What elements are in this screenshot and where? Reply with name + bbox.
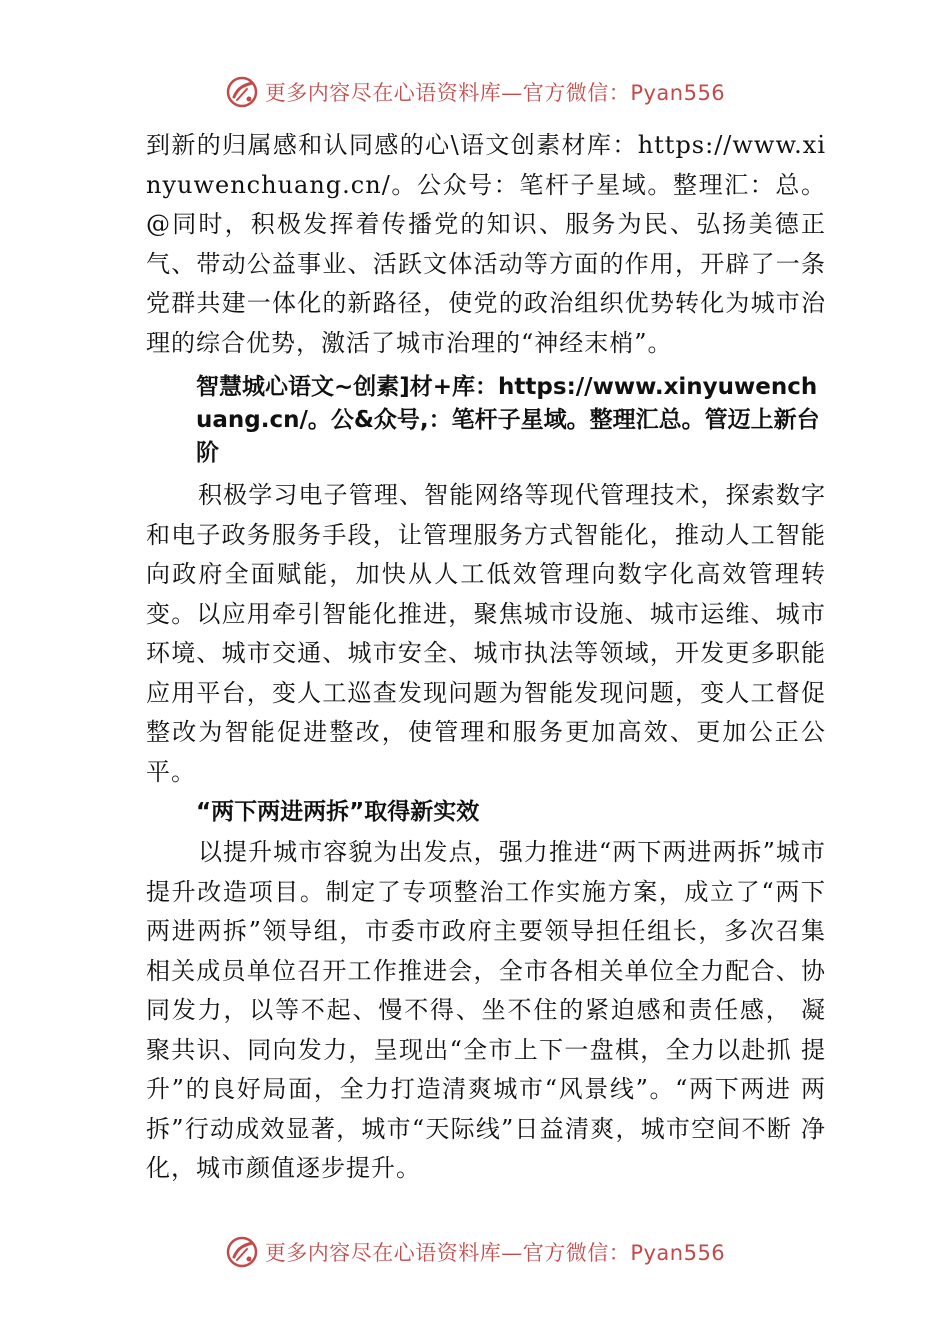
- header-banner: [0, 72, 950, 112]
- banner-text: 更多内容尽在心语资料库—官方微信：Pyan556: [264, 1241, 726, 1265]
- footer-banner: [0, 1232, 950, 1272]
- document-body: [146, 126, 826, 1189]
- paragraph-3: 以提升城市容貌为出发点，强力推进“两下两进两拆”城市提升改造项目。制定了专项整治工作实施方案，成立了“两下两进两拆”领导组，市委市政府主要领导担任组长，多次召集相关成员单位召开工作推进会，全市各相关单位全力配合、协同发力，以等不起、慢不得、坐不住的紧迫感和责任感， 凝聚共识、同向发力，呈现出“全市上下一盘棋，全力以赴抓 提升”的良好局面，全力打造清爽城市“风景线”。“两下两进 两拆”行动成效显著，城市“天际线”日益清爽，城市空间不断 净化，城市颜值逐步提升。: [146, 838, 826, 1182]
- banner-text: 更多内容尽在心语资料库—官方微信：Pyan556: [264, 81, 726, 105]
- logo-icon: [225, 1235, 259, 1269]
- section-heading-two-down: “两下两进两拆”取得新实效: [196, 799, 480, 825]
- logo-icon: [225, 75, 259, 109]
- paragraph-1: 到新的归属感和认同感的心\语文创素材库：https://www.xinyuwenchuang.cn/。公众号：笔杆子星域。整理汇：总。@同时，积极发挥着传播党的知识、服务为民、弘扬美德正气、带动公益事业、活跃文体活动等方面的作用，开辟了一条党群共建一体化的新路径，使党的政治组织优势转化为城市治理的综合优势，激活了城市治理的“神经末梢”。: [146, 131, 826, 357]
- section-heading-smart-city: 智慧城心语文~创素]材+库：https://www.xinyuwenchuang.cn/。公&众号,：笔杆子星域。整理汇总。管迈上新台阶: [196, 374, 820, 466]
- paragraph-2: 积极学习电子管理、智能网络等现代管理技术，探索数字和电子政务服务手段，让管理服务方式智能化，推动人工智能向政府全面赋能，加快从人工低效管理向数字化高效管理转变。以应用牵引智能化推进，聚焦城市设施、城市运维、城市环境、城市交通、城市安全、城市执法等领域，开发更多职能应用平台，变人工巡查发现问题为智能发现问题，变人工督促整改为智能促进整改，使管理和服务更加高效、更加公正公平。: [146, 481, 826, 786]
